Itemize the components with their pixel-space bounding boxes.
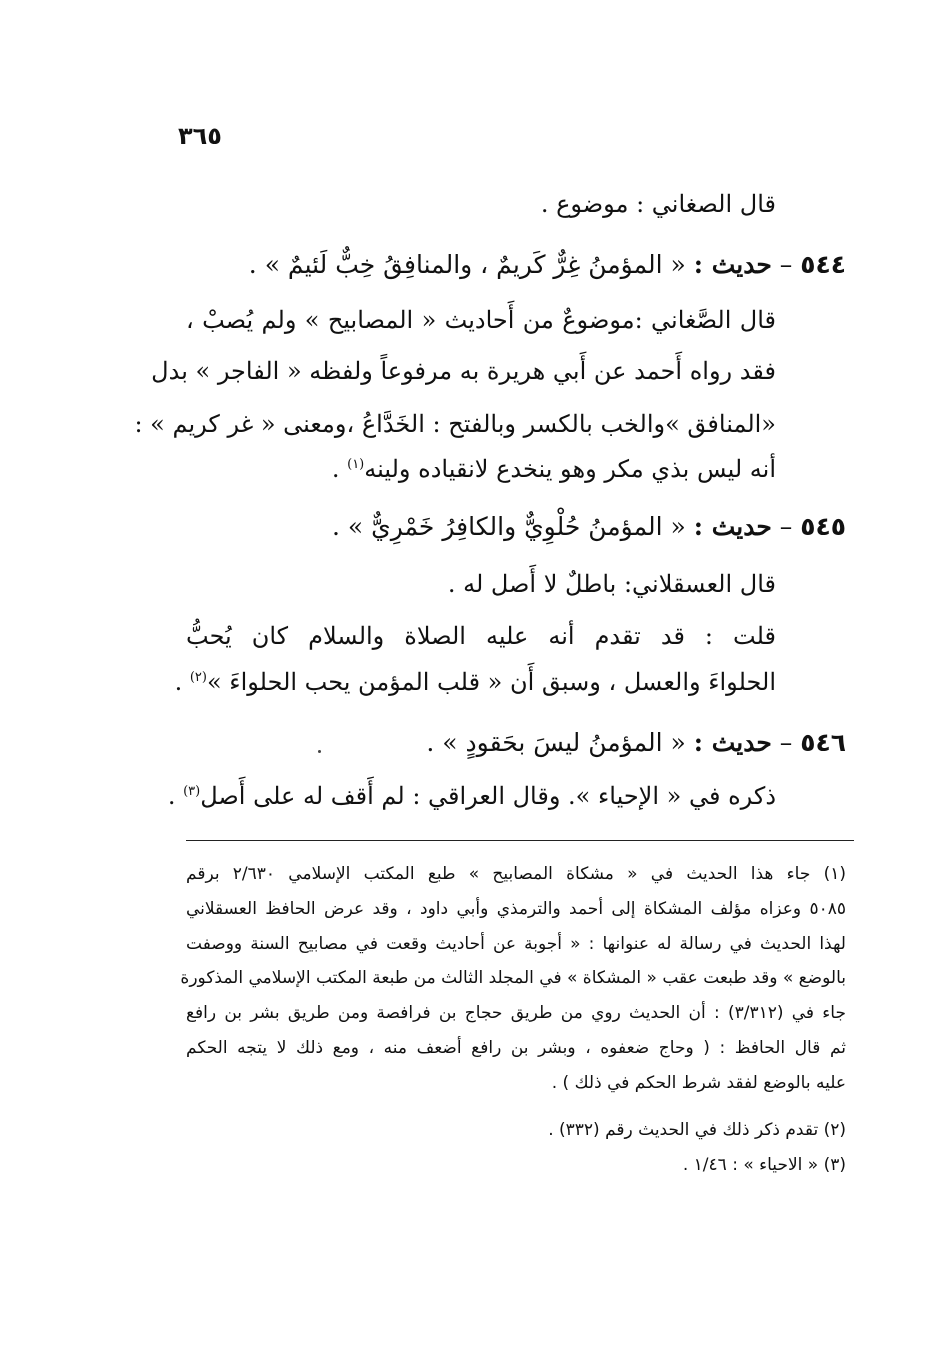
footnote-line: ثم قال الحافظ : ( وحاج ضعفوه ، وبشر بن رافع أضعف منه ، ومع ذلك لا يتجه الحكم: [186, 1038, 846, 1058]
text-line: [175, 668, 776, 697]
footnote-line: لهذا الحديث في رسالة له عنوانها : « أجوبة عن أحاديث وقعت في مصابيح السنة ووصفت: [186, 934, 846, 954]
line-end: .: [331, 455, 348, 483]
footnote-line: (٢) تقدم ذكر ذلك في الحديث رقم (٣٣٢) .: [548, 1120, 846, 1140]
text-line: قال العسقلاني: باطلٌ لا أَصل له .: [447, 570, 776, 598]
footnote-ref: (٢): [189, 670, 207, 685]
page-number: ٣٦٥: [178, 122, 222, 150]
hadith-dash: –: [779, 512, 793, 541]
text-line: فقد رواه أَحمد عن أَبي هريرة به مرفوعاً ولفظه « الفاجر » بدل: [151, 357, 776, 385]
footnote-line: ٥٠٨٥ وعزاه مؤلف المشكاة إلى أحمد والترمذي وأبي داود ، وقد عرض الحافظ العسقلاني: [186, 899, 846, 919]
line-end: .: [174, 668, 190, 696]
line-end: .: [167, 782, 184, 810]
line-text: أنه ليس بذي مكر وهو ينخدع لانقياده ولينه: [364, 455, 776, 483]
text-line: [168, 782, 776, 811]
hadith-number: ٥٤٥: [800, 512, 846, 541]
line-text: الحلواءَ والعسل ، وسبق أَن « قلب المؤمن يحب الحلواءَ »: [206, 668, 776, 696]
footnote-separator: [186, 840, 854, 841]
line-text: ذكره في « الإحياء ». وقال العراقي : لم أَقف له على أَصل: [200, 782, 776, 810]
hadith-text: « المؤمنُ ليسَ بحَقودٍ » .: [426, 728, 686, 757]
hadith-label: حديث :: [693, 512, 772, 541]
hadith-heading: [249, 250, 846, 280]
text-line: [332, 455, 776, 484]
footnote-line: عليه بالوضع لفقد شرط الحكم في ذلك ) .: [551, 1073, 846, 1093]
text-line: قلت : قد تقدم أنه عليه الصلاة والسلام كان يُحبُّ: [186, 622, 776, 650]
hadith-heading: [332, 512, 846, 542]
footnote-line: (٣) « الاحياء » : ١/٤٦ .: [682, 1155, 846, 1175]
hadith-dash: –: [779, 728, 793, 757]
ink-dot: [318, 750, 321, 753]
hadith-dash: –: [779, 250, 793, 279]
hadith-label: حديث :: [693, 250, 772, 279]
hadith-number: ٥٤٦: [800, 728, 846, 757]
hadith-number: ٥٤٤: [800, 250, 846, 279]
hadith-text: « المؤمنُ غِرٌّ كَريمٌ ، والمنافِقُ خِبٌّ لَئيمٌ » .: [248, 250, 686, 279]
hadith-heading: [426, 728, 846, 758]
footnote-ref: (١): [347, 457, 365, 472]
text-line: قال الصغاني : موضوع .: [540, 190, 776, 218]
footnote-ref: (٣): [183, 784, 201, 799]
text-line: قال الصَّغاني :موضوعٌ من أَحاديث « المصابيح » ولم يُصبْ ،: [186, 306, 776, 334]
footnote-line: جاء في (٣/٣١٢) : أن الحديث روي من طريق حجاج بن فرافصة ومن طريق بشر بن رافع: [186, 1003, 846, 1023]
hadith-label: حديث :: [693, 728, 772, 757]
hadith-text: « المؤمنُ حُلْوِيٌّ والكافِرُ خَمْرِيٌّ » .: [331, 512, 686, 541]
footnote-line: بالوضع » وقد طبعت عقب « المشكاة » في المجلد الثالث من طبعة المكتب الإسلامي المذكورة: [180, 968, 846, 988]
text-line: «المنافق »والخب بالكسر وبالفتح : الخَدَّاعُ ،ومعنى « غر كريم » :: [134, 410, 776, 438]
footnote-line: (١) جاء هذا الحديث في « مشكاة المصابيح » طبع المكتب الإسلامي ٢/٦٣٠ برقم: [186, 864, 846, 884]
